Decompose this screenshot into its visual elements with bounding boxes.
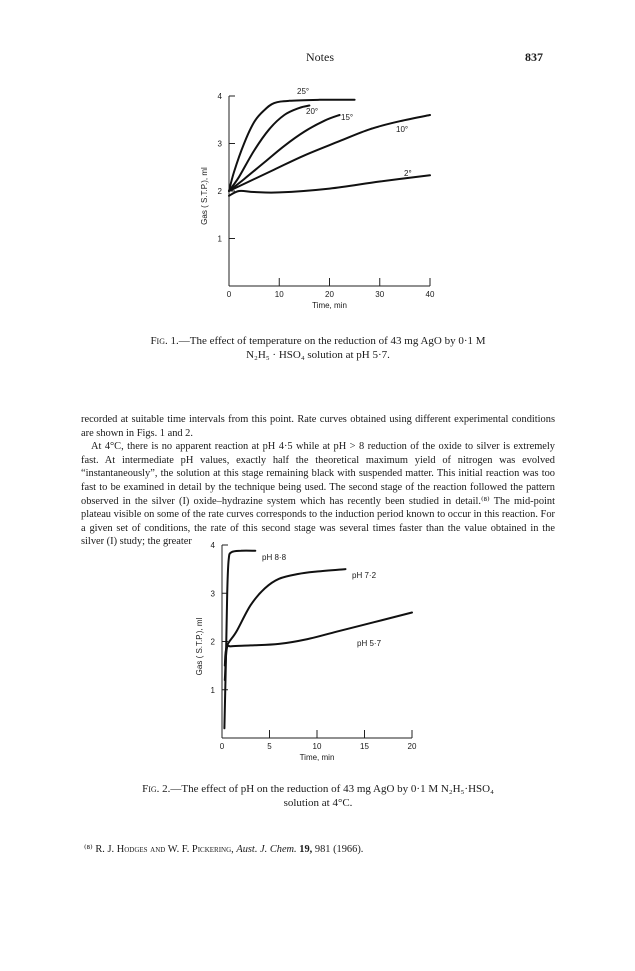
- fig1-x-tick-label: 30: [375, 290, 385, 299]
- fig2-y-tick-label: 1: [210, 685, 215, 695]
- fig1-series-line: [229, 175, 430, 196]
- fig1-x-tick-label: 20: [325, 290, 334, 299]
- fig1-x-axis-label: Time, min: [312, 301, 347, 310]
- footnote: [84, 843, 554, 855]
- figure-2-caption-text: —The effect of pH on the reduction of 43 mg AgO by 0·1 M N₂H₅·HSO₄: [170, 783, 494, 795]
- fig1-series-label: 10°: [396, 125, 409, 134]
- figure-2-caption-label: Fig. 2.: [142, 783, 171, 795]
- fig1-series-label: 15°: [341, 113, 354, 122]
- fig1-y-tick-label: 1: [217, 234, 222, 244]
- figure-2-caption: [80, 782, 556, 810]
- fig2-series-line: [225, 613, 412, 681]
- figure-1-caption-label: Fig. 1.: [150, 335, 179, 347]
- fig1-x-tick-label: 0: [226, 290, 232, 299]
- fig2-y-tick-label: 4: [210, 541, 215, 550]
- fig2-x-tick-label: 0: [219, 742, 225, 751]
- fig1-series-label: 25°: [297, 87, 310, 96]
- fig2-x-tick-label: 5: [267, 742, 272, 751]
- fig1-series-line: [229, 115, 340, 191]
- fig1-x-tick-label: 10: [274, 290, 284, 299]
- footnote-journal: Aust. J. Chem.: [236, 844, 297, 855]
- fig2-x-tick-label: 15: [360, 742, 369, 751]
- figure-1-caption-text: —The effect of temperature on the reduction of 43 mg AgO by 0·1 M: [178, 335, 486, 347]
- fig2-y-axis-label: Gas ( S.T.P.), ml: [195, 617, 204, 676]
- fig2-y-tick-label: 3: [210, 589, 215, 599]
- body-text: [81, 413, 555, 549]
- footnote-volume: 19,: [299, 844, 313, 855]
- fig2-series-label: pH 7·2: [352, 571, 377, 580]
- fig1-x-tick-label: 40: [425, 290, 435, 299]
- fig2-series-label: pH 5·7: [357, 639, 382, 648]
- figure-2-chart: [0, 530, 635, 780]
- footnote-rest: 981 (1966).: [314, 844, 364, 855]
- footnote-authors: R. J. Hodges and W. F. Pickering,: [95, 844, 234, 855]
- footnote-marker: ⁽⁸⁾: [84, 844, 93, 855]
- fig2-series-line: [224, 551, 255, 729]
- running-header-title: Notes: [306, 50, 334, 64]
- fig2-x-tick-label: 10: [312, 742, 322, 751]
- fig1-series-label: 20°: [306, 107, 319, 116]
- figure-1-caption-text-line2: N₂H₅ · HSO₄ solution at pH 5·7.: [246, 349, 390, 361]
- fig2-y-tick-label: 2: [210, 637, 215, 647]
- fig1-series-label: 2°: [404, 169, 412, 178]
- page-number: 837: [525, 50, 543, 64]
- body-paragraph-2: At 4°C, there is no apparent reaction at pH 4·5 while at pH > 8 reduction of the oxide to silver is extremely fast. At intermediate pH values, exactly half the theoretical maximum yield of nitrogen was evolved “instantaneously”, the solution at this stage remaining black with suspended matter. This initial reaction was too fast to be examined in detail by the technique being used. The second stage of the reaction followed the pattern observed in the silver (I) oxide–hydrazine system which has recently been studied in detail.⁽⁸⁾ The mid-point plateau visible on some of the rate curves corresponds to the induction period known to occur in this reaction. For a given set of conditions, the rate of this second stage was several times faster than the value obtained in the silver (I) study; the greater: [81, 441, 555, 548]
- fig1-y-tick-label: 3: [217, 139, 222, 149]
- body-paragraph-1: recorded at suitable time intervals from this point. Rate curves obtained using different experimental conditions are shown in Figs. 1 and 2.: [81, 414, 555, 439]
- fig2-series-label: pH 8·8: [262, 553, 287, 562]
- figure-2-caption-text-line2: solution at 4°C.: [283, 797, 353, 809]
- figure-1-caption: [80, 334, 556, 362]
- fig1-y-tick-label: 2: [217, 187, 222, 196]
- fig1-y-axis-label: Gas ( S.T.P.), ml: [200, 167, 209, 225]
- fig1-series-line: [229, 106, 309, 192]
- fig1-y-tick-label: 4: [217, 92, 222, 101]
- fig2-series-line: [225, 569, 346, 666]
- fig2-x-axis-label: Time, min: [299, 753, 335, 762]
- fig2-x-tick-label: 20: [407, 742, 417, 751]
